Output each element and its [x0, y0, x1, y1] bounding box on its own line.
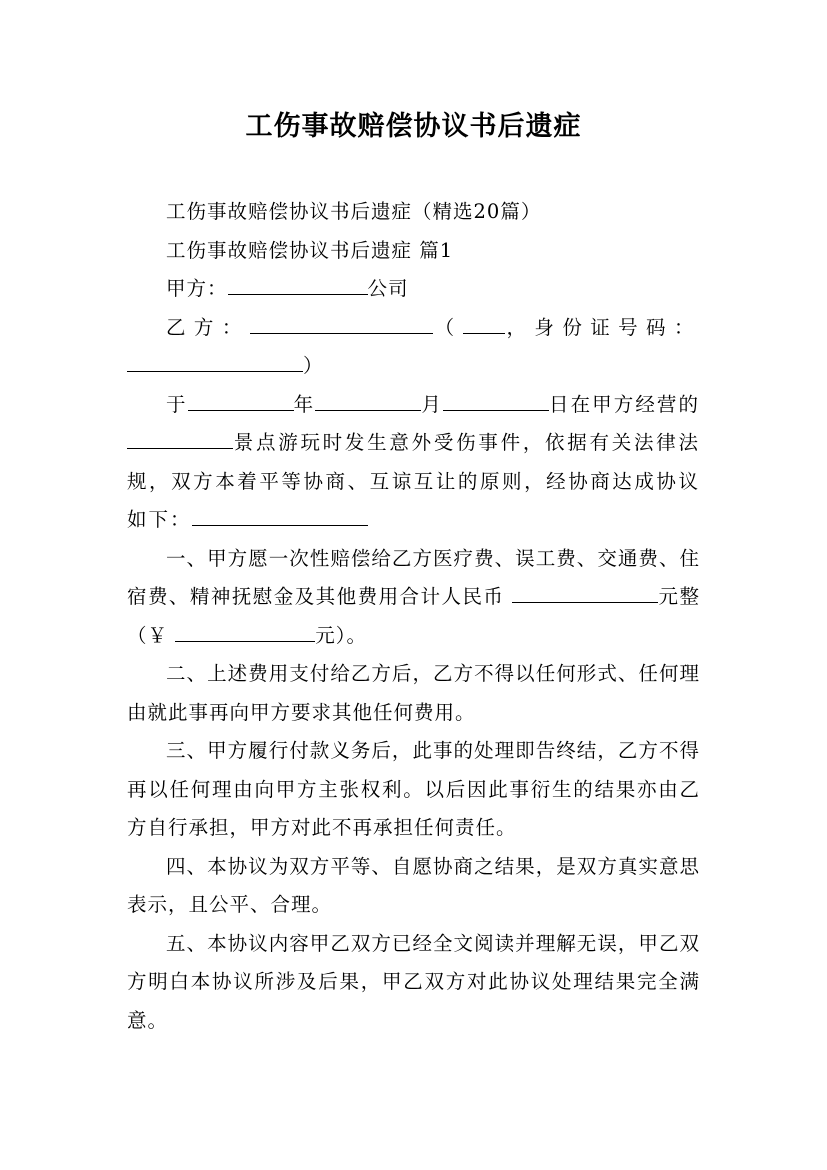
incident-description: 景点游玩时发生意外受伤事件，依据有关法律法规，双方本着平等协商、互谅互让的原则，经协商达成协议如下： [127, 431, 700, 531]
month-blank [315, 390, 421, 411]
clause-1-mid: 元整（￥ [127, 585, 700, 647]
clause-1-end: 元）。 [315, 623, 367, 647]
party-a-suffix: 公司 [367, 277, 409, 300]
clause-4: 四、本协议为双方平等、自愿协商之结果，是双方真实意思表示，且公平、合理。 [127, 854, 700, 916]
clause-1-text: 一、甲方愿一次性赔偿给乙方医疗费、误工费、交通费、住宿费、精神抚慰金及其他费用合计人民币 [127, 546, 700, 608]
party-b-line [127, 309, 700, 386]
amount-words-blank [512, 582, 658, 603]
month-label: 月 [421, 392, 443, 416]
party-b-close-paren: ） [303, 354, 330, 377]
section-heading: 工伤事故赔偿协议书后遗症 篇1 [166, 238, 454, 262]
clause-5: 五、本协议内容甲乙双方已经全文阅读并理解无误，甲乙双方明白本协议所涉及后果，甲乙双方对此协议处理结果完全满意。 [127, 931, 700, 1032]
day-blank [443, 390, 549, 411]
agreement-blank [192, 505, 368, 526]
party-a-label: 甲方： [166, 277, 228, 300]
amount-number-blank [175, 621, 315, 642]
year-blank [188, 390, 294, 411]
party-b-id-label: ，身份证号码： [504, 315, 700, 339]
party-b-extra-blank [463, 313, 505, 334]
party-a-line [127, 270, 700, 309]
document-title: 工伤事故赔偿协议书后遗症 [245, 111, 582, 142]
party-b-name-blank [250, 313, 433, 334]
document-body [127, 193, 700, 1040]
party-b-label: 乙方： [166, 315, 250, 339]
scenic-spot-blank [127, 428, 233, 449]
clause-1 [127, 540, 700, 656]
year-label: 年 [293, 392, 316, 416]
party-b-id-blank [127, 351, 303, 372]
incident-location-text: 日在甲方经营的 [548, 392, 700, 416]
date-prefix: 于 [166, 392, 188, 416]
party-b-open-paren: （ [432, 315, 463, 339]
party-a-blank [228, 274, 368, 295]
incident-paragraph [127, 386, 700, 540]
clause-3: 三、甲方履行付款义务后，此事的处理即告终结，乙方不得再以任何理由向甲方主张权利。以后因此事衍生的结果亦由乙方自行承担，甲方对此不再承担任何责任。 [127, 739, 700, 839]
clause-2: 二、上述费用支付给乙方后，乙方不得以任何形式、任何理由就此事再向甲方要求其他任何费用。 [127, 662, 700, 724]
subtitle-paragraph: 工伤事故赔偿协议书后遗症（精选20篇） [166, 200, 542, 223]
